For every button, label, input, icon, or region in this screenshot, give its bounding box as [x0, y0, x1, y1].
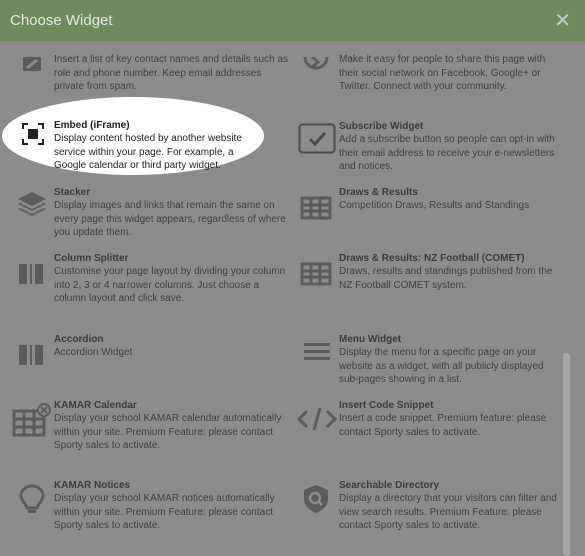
accordion-icon [16, 337, 48, 367]
kamar-calendar-icon [12, 403, 44, 433]
share-icon [300, 57, 332, 87]
widget-embed[interactable] [2, 97, 264, 175]
widget-title: Insert Code Snippet [339, 400, 434, 411]
scrollbar-thumb[interactable] [563, 353, 570, 556]
dialog-title: Choose Widget [10, 12, 113, 29]
widget-title: Subscribe Widget [339, 121, 424, 132]
widget-description: Draws, results and standings published from the NZ Football COMET system. [339, 266, 553, 291]
widget-title: Column Splitter [54, 253, 129, 264]
contact-card-icon [16, 57, 48, 87]
widget-description: Insert a list of key contact names and details such as role and phone number. Keep email addresses private from spam. [54, 54, 289, 93]
widget-title: Draws & Results [339, 187, 418, 198]
widget-description: Customise your page layout by dividing your column into 2, 3 or 4 narrower columns. Just choose a column layout and click save. [54, 266, 286, 305]
widget-title: Menu Widget [339, 334, 402, 345]
close-icon[interactable]: ✕ [554, 9, 571, 32]
lightbulb-icon [16, 483, 48, 513]
table-grid-icon [300, 256, 332, 286]
table-grid-icon [300, 190, 332, 220]
widget-description: Accordion Widget [54, 347, 133, 358]
widget-title: Draws & Results: NZ Football (COMET) [339, 253, 525, 264]
widget-description: Insert a code snippet. Premium feature: please contact Sporty sales to activate. [339, 413, 547, 438]
widget-title: Stacker [54, 187, 91, 198]
widget-title: KAMAR Calendar [54, 400, 137, 411]
widget-list [0, 41, 585, 556]
widget-description: Display your school KAMAR notices automatically within your site. Premium Feature: please contact Sporty sales to activate. [54, 493, 275, 532]
widget-title: KAMAR Notices [54, 480, 131, 491]
columns-icon [16, 256, 48, 286]
widget-title: Accordion [54, 334, 104, 345]
widget-title: Searchable Directory [339, 480, 440, 491]
widget-description: Display images and links that remain the same on every page this widget appears, regardless of where you update them. [54, 200, 286, 239]
widget-description: Display the menu for a specific page on your website as a widget, with all publicly displayed sub-pages showing in a list. [339, 347, 544, 386]
widget-description: Display a directory that your visitors can filter and view search results. Premium Feature: please contact Sporty sales to activate. [339, 493, 557, 532]
widget-description: Display your school KAMAR calendar automatically within your site. Premium Feature: please contact Sporty sales to activate. [54, 413, 282, 452]
widget-title: Embed (iFrame) [54, 120, 130, 131]
layers-icon [16, 190, 48, 220]
search-shield-icon [300, 483, 332, 513]
widget-description: Display content hosted by another website service within your page. For example, a Google calendar or third party widget. [54, 133, 242, 172]
code-icon [297, 403, 337, 433]
subscribe-check-icon [298, 123, 336, 155]
dialog-header [0, 0, 585, 41]
widget-description: Competition Draws, Results and Standings [339, 200, 530, 211]
widget-description: Add a subscribe button so people can opt-in with their email address to receive your e-newsletters and notices. [339, 134, 555, 173]
widget-description: Make it easy for people to share this page with their social network on Facebook, Google+ or Twitter. Connect with your community. [339, 54, 546, 93]
menu-lines-icon [300, 337, 332, 367]
embed-frame-icon [22, 123, 44, 145]
